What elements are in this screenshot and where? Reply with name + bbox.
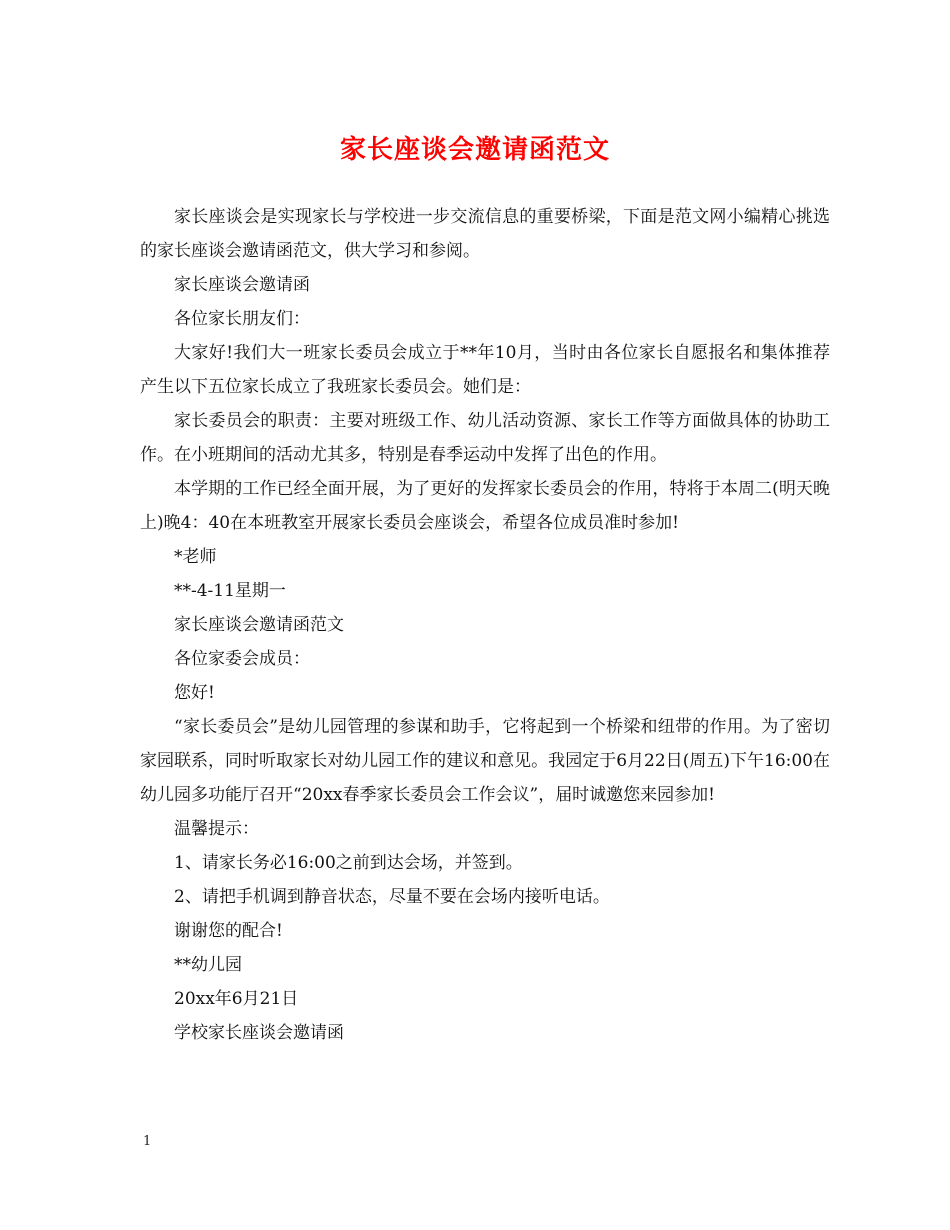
paragraph-signature: *老师	[174, 547, 217, 567]
paragraph-date-2: 20xx年6月21日	[174, 989, 299, 1009]
paragraph-meeting-details: “家长委员会”是幼儿园管理的参谋和助手，它将起到一个桥梁和纽带的作用。为了密切家园联系，同时听取家长对幼儿园工作的建议和意见。我园定于6月22日(周五)下午16:00在幼儿园多功能厅召开“20xx春季家长委员会工作会议”，届时诚邀您来园参加!	[140, 717, 830, 805]
paragraph-salutation-2: 各位家委会成员：	[174, 649, 310, 669]
paragraph-date: **-4-11星期一	[174, 581, 286, 601]
paragraph-heading-school: 学校家长座谈会邀请函	[174, 1023, 344, 1043]
paragraph-thanks: 谢谢您的配合!	[174, 921, 283, 941]
paragraph-tips-heading: 温馨提示：	[174, 819, 259, 839]
paragraph-meeting-notice: 本学期的工作已经全面开展，为了更好的发挥家长委员会的作用，特将于本周二(明天晚上)晚4：40在本班教室开展家长委员会座谈会，希望各位成员准时参加!	[140, 479, 830, 533]
document-body	[140, 200, 830, 1050]
paragraph-committee-intro: 大家好!我们大一班家长委员会成立于**年10月，当时由各位家长自愿报名和集体推荐产生以下五位家长成立了我班家长委员会。她们是：	[140, 343, 830, 397]
paragraph-heading-sample: 家长座谈会邀请函范文	[174, 615, 344, 635]
paragraph-tip-2: 2、请把手机调到静音状态，尽量不要在会场内接听电话。	[174, 887, 610, 907]
paragraph-kindergarten: **幼儿园	[174, 955, 242, 975]
paragraph-heading-invitation: 家长座谈会邀请函	[174, 275, 310, 295]
paragraph-tip-1: 1、请家长务必16:00之前到达会场，并签到。	[174, 853, 523, 873]
paragraph-committee-duties: 家长委员会的职责：主要对班级工作、幼儿活动资源、家长工作等方面做具体的协助工作。在小班期间的活动尤其多，特别是春季运动中发挥了出色的作用。	[140, 411, 830, 465]
paragraph-salutation: 各位家长朋友们：	[174, 309, 310, 329]
paragraph-greeting: 您好!	[174, 683, 215, 703]
paragraph-intro: 家长座谈会是实现家长与学校进一步交流信息的重要桥梁，下面是范文网小编精心挑选的家长座谈会邀请函范文，供大学习和参阅。	[140, 207, 830, 261]
document-title: 家长座谈会邀请函范文	[339, 135, 610, 165]
page-number: 1	[143, 1134, 152, 1149]
